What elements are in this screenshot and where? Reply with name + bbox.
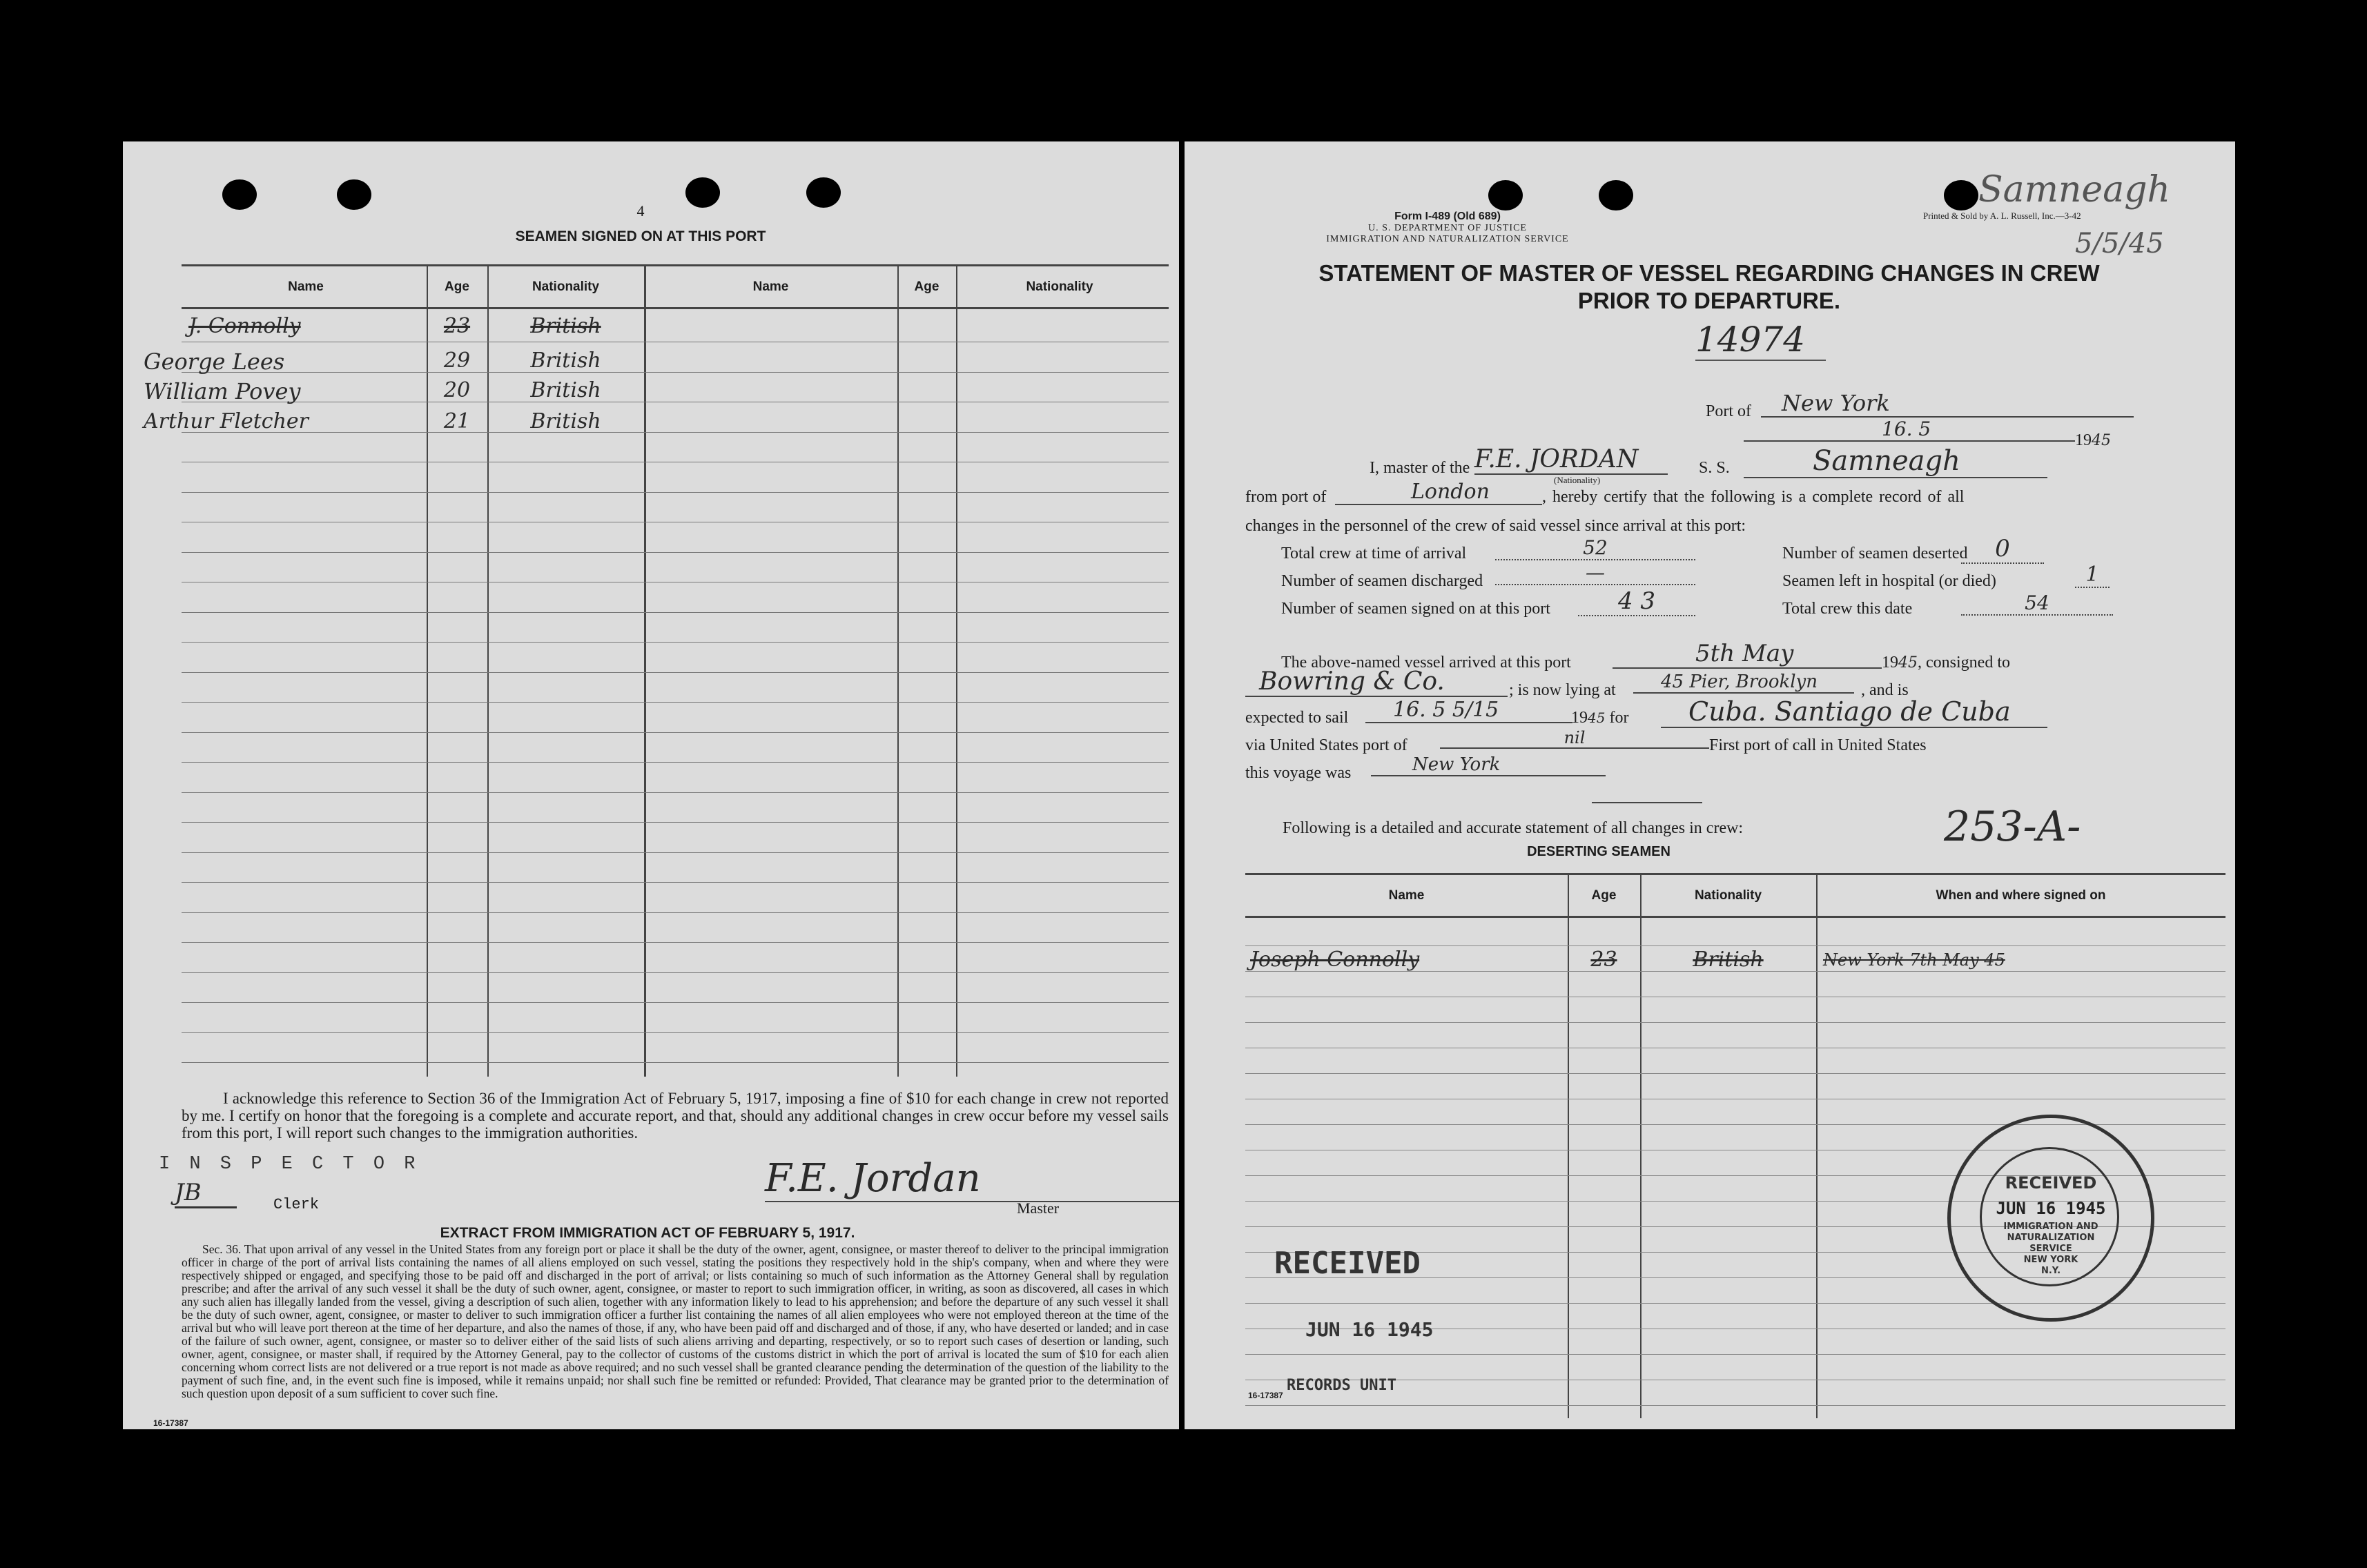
seaman-nationality: British [530, 314, 601, 338]
punch-hole [222, 179, 257, 210]
total-crew-label: Total crew this date [1782, 600, 1913, 618]
table-row-line [182, 642, 1169, 643]
inspector-stamp: I N S P E C T O R [159, 1154, 420, 1175]
deserter-when-where: New York 7th May 45 [1823, 950, 2005, 970]
corner-ship-name: Samneagh [1978, 169, 2170, 210]
punch-hole [806, 177, 841, 208]
certify-text-2: changes in the personnel of the crew of said vessel since arrival at this port: [1245, 517, 1746, 535]
master-name: F.E. JORDAN [1474, 445, 1668, 475]
discharged-label: Number of seamen discharged [1281, 572, 1483, 590]
table-row-line [1245, 1405, 2225, 1406]
table-row-line [182, 762, 1169, 763]
table-top-rule [182, 264, 1169, 266]
page-number: 4 [636, 202, 645, 219]
for-value: Cuba. Santiago de Cuba [1661, 696, 2047, 728]
master-signature: F.E. Jordan [765, 1156, 1179, 1202]
round-stamp-received: RECEIVED [2005, 1173, 2097, 1193]
deserting-header-name: Name [1388, 888, 1425, 903]
seaman-name: J. Connolly [188, 314, 301, 338]
table-row-line [182, 912, 1169, 913]
header-name: Name [288, 280, 324, 294]
table-row-line [182, 1002, 1169, 1003]
table-row-line [182, 492, 1169, 493]
seaman-age: 20 [443, 378, 471, 402]
table-row-line [1245, 1354, 2225, 1355]
date-value: 16. 5 [1744, 418, 2075, 442]
clerk-label: Clerk [273, 1196, 320, 1213]
table-row-line [182, 612, 1169, 613]
consigned-label: , consigned to [1918, 654, 2010, 672]
table-row-line [182, 552, 1169, 553]
clerk-initials: JB [175, 1179, 237, 1208]
received-date-stamp: JUN 16 1945 [1305, 1318, 1434, 1341]
seaman-age: 21 [443, 409, 471, 433]
extract-title: EXTRACT FROM IMMIGRATION ACT OF FEBRUARY 5, 1917. [440, 1225, 855, 1241]
table-row-line [182, 972, 1169, 973]
left-page [123, 141, 1179, 1429]
punch-hole [337, 179, 371, 210]
lying-value: 45 Pier, Brooklyn [1633, 672, 1854, 694]
deserting-header-when-where: When and where signed on [1936, 888, 2106, 903]
acknowledge-text: I acknowledge this reference to Section 36 of the Immigration Act of February 5, 1917, imposing a fine of $10 for each change in crew not reported by me. I certify on honor that the foregoing is a complete and accurate report, and that, should any additional changes in crew occur before my vessel sails from this port, I will report such changes to the immigration authorities. [182, 1090, 1169, 1141]
hospital-count: 1 [2075, 562, 2110, 588]
table-header-rule [182, 307, 1169, 309]
signed-on-label: Number of seamen signed on at this port [1281, 600, 1550, 618]
total-crew: 54 [1961, 591, 2113, 616]
code-253: 253-A- [1944, 803, 2081, 851]
seaman-name: William Povey [144, 378, 301, 404]
arrived-value: 5th May [1613, 640, 1882, 669]
round-stamp-line3: SERVICE [2029, 1244, 2072, 1254]
expected-label: expected to sail [1245, 709, 1349, 727]
table-row-line [182, 882, 1169, 883]
form-title-line2: PRIOR TO DEPARTURE. [1577, 288, 1841, 313]
seaman-age: 29 [443, 349, 471, 373]
records-unit-stamp: RECORDS UNIT [1287, 1377, 1396, 1394]
table-row-line [182, 792, 1169, 793]
master-intro: I, master of the [1370, 459, 1470, 477]
first-port-label: First port of call in United States [1709, 736, 1927, 754]
via-label: via United States port of [1245, 736, 1407, 754]
section-36-text: Sec. 36. That upon arrival of any vessel in the United States from any foreign port or place it shall be the duty of the owner, agent, consignee, or master thereof to deliver to the principal immigration officer in charge of the port of arrival lists containing the names of all aliens employed on such vessel, stating the positions they respectively hold in the ship's company, when and where they were respectively shipped or engaged, and specifying those to be paid off and discharged in the port of arrival; or lists containing so much of such information as the Attorney General shall by regulation prescribe; and after the arrival of any such vessel it shall be the duty of such owner, agent, consignee, or master to report to such immigration officer, in writing, as soon as discovered, all cases in which any such alien has illegally landed from the vessel, giving a description of such alien, together with any information likely to lead to his apprehension; and before the departure of any such vessel it shall be the duty of such owner, agent, consignee, or master to deliver to such immigration officer a further list containing the names of all alien employees who were not employed thereon at the time of the arrival but who will leave port thereon at the time of her departure, and also the names of those, if any, who have been paid off and discharged and of those, if any, who have deserted or landed; and in case of the failure of such owner, agent, consignee, or master so to deliver either of the said lists of such aliens arriving and departing, respectively, or so to report such cases of desertion or landing, such owner, agent, consignee, or master shall, if required by the Attorney General, pay to the collector of customs of the customs district in which the port of arrival is located the sum of $10 for each alien concerning whom correct lists are not delivered or a true report is not made as above required; and no such vessel shall be granted clearance pending the determination of the question of the liability to the payment of such fine, and, in the event such fine is imposed, while it remains unpaid; nor shall such fine be remitted or refunded: Provided, That clearance may be granted prior to the determination of such question upon deposit of a sum sufficient to cover such fine. [182, 1242, 1169, 1400]
deserting-header-age: Age [1591, 888, 1617, 903]
table-row-line [182, 852, 1169, 853]
voyage-label: this voyage was [1245, 764, 1352, 782]
form-number: Form I-489 (Old 689) [1394, 210, 1501, 222]
printer-note: Printed & Sold by A. L. Russell, Inc.—3-42 [1923, 210, 2081, 221]
master-label: Master [1017, 1199, 1060, 1217]
from-port-value: London [1335, 480, 1542, 505]
table-row-line [182, 702, 1169, 703]
nationality-label: (Nationality) [1554, 475, 1601, 485]
deserted-label: Number of seamen deserted [1782, 545, 1968, 562]
form-code: 16-17387 [1248, 1391, 1283, 1400]
right-page: Form I-489 (Old 689) U. S. DEPARTMENT OF JUSTICE IMMIGRATION AND NATURALIZATION SERVICE Printed & Sold by A. L. Russell, Inc.—3-42 Samneagh 5/5/45 STATEMENT OF MASTER OF VESSEL REGARDING CHANGES IN CREW PRIOR TO DEPARTURE. 14974 Port of New York 16. 5 1945 I, master of the F.E. JORDAN (Nationality) S. S. Samneagh from port of London , hereby certify that the following is a complete record of all changes in the personnel of the crew of said vessel since arrival at this port: Total crew at time of arrival 52 Number of seamen deserted 0 Number of seamen discharged — Seamen left in hospital (or died) 1 Number of seamen signed on at this port 4 3 Total crew this date 54 The above-named vessel arrived at this port 5th May 1945, consigned to Bowring & Co. ; is now lying at 45 Pier, Brooklyn , and is expected to sail 16. 5 5/15 1945 for Cuba. Santiago de Cuba via United States port of nil First port of call in United States this voyage was New York Following is a detailed and accurate statement of all changes in crew: 253-A- DESERTING SEAMEN Name Age Nationality When and where signed on Joseph Connolly 23 British New York 7th May 45 RECEIVED JUN 16 1945 RECORDS UNIT 16-17387 RECEIVED JUN 16 1945 IMMIGRATION AND NATURALIZATION SERVICE NEW YORK N.Y. [1185, 141, 2235, 1429]
header-nationality: Nationality [532, 280, 600, 294]
ship-name: Samneagh [1744, 445, 2047, 478]
table-row-line [1245, 945, 2225, 946]
lying-label: ; is now lying at [1509, 681, 1616, 699]
service: IMMIGRATION AND NATURALIZATION SERVICE [1326, 234, 1569, 244]
following-text: Following is a detailed and accurate statement of all changes in crew: [1283, 819, 1744, 837]
seaman-age: 23 [443, 314, 471, 338]
ss-label: S. S. [1699, 459, 1730, 477]
expected-value: 16. 5 5/15 [1365, 698, 1572, 723]
deserted-count: 0 [1961, 535, 2044, 564]
port-label: Port of [1706, 402, 1751, 420]
deserter-name: Joseph Connolly [1250, 948, 1420, 972]
signed-on-count: 4 3 [1578, 587, 1695, 616]
seaman-nationality: British [530, 409, 601, 433]
deserting-header-nationality: Nationality [1694, 888, 1762, 903]
file-number: 14974 [1695, 320, 1826, 361]
round-stamp-line1: IMMIGRATION AND [2003, 1222, 2098, 1232]
punch-hole [1599, 180, 1633, 210]
table-row-line [182, 822, 1169, 823]
round-received-stamp [1947, 1115, 2154, 1322]
year-prefix: 19 [2075, 431, 2092, 449]
port-value: New York [1761, 390, 2134, 418]
short-rule [1592, 802, 1702, 803]
table-row-line [182, 1032, 1169, 1033]
punch-hole [1944, 180, 1978, 210]
voyage-value: New York [1371, 754, 1606, 776]
round-stamp-line2: NATURALIZATION [2007, 1233, 2095, 1243]
form-title: STATEMENT OF MASTER OF VESSEL REGARDING CHANGES IN CREW [1318, 260, 2100, 286]
table-row-line [1245, 1022, 2225, 1023]
certify-text: , hereby certify that the following is a complete record of all [1542, 488, 1965, 506]
expected-year: 45 [1588, 709, 1606, 726]
department: U. S. DEPARTMENT OF JUSTICE [1368, 223, 1527, 233]
form-code: 16-17387 [153, 1418, 188, 1428]
seaman-name: George Lees [144, 349, 285, 375]
consignee: Bowring & Co. [1245, 667, 1508, 697]
header-age: Age [445, 280, 469, 294]
round-stamp-line4: NEW YORK [2023, 1255, 2078, 1265]
round-stamp-date: JUN 16 1945 [1996, 1199, 2106, 1218]
deserter-age: 23 [1590, 948, 1617, 972]
year-value: 45 [2092, 432, 2111, 449]
hospital-label: Seamen left in hospital (or died) [1782, 572, 1996, 590]
header-nationality: Nationality [1026, 280, 1093, 294]
and-is-label: , and is [1861, 681, 1909, 699]
deserting-title: DESERTING SEAMEN [1527, 844, 1670, 859]
via-value: nil [1440, 728, 1709, 749]
header-age: Age [914, 280, 939, 294]
table-row-line [182, 732, 1169, 733]
header-name: Name [752, 280, 789, 294]
total-crew-arrival-label: Total crew at time of arrival [1281, 545, 1467, 562]
deserter-nationality: British [1693, 948, 1764, 972]
section-title: SEAMEN SIGNED ON AT THIS PORT [515, 228, 766, 244]
arrived-label: The above-named vessel arrived at this port [1281, 654, 1571, 672]
punch-hole [685, 177, 720, 208]
punch-hole [1488, 180, 1523, 210]
total-crew-arrival: 52 [1495, 536, 1695, 560]
arrived-year: 45 [1898, 654, 1918, 672]
table-row-line [182, 672, 1169, 673]
discharged-count: — [1495, 561, 1695, 585]
corner-date: 5/5/45 [2075, 228, 2164, 259]
seaman-nationality: British [530, 349, 601, 373]
table-row-line [1245, 1073, 2225, 1074]
for-label: for [1609, 709, 1629, 727]
from-port-label: from port of [1245, 488, 1327, 506]
table-row-line [182, 942, 1169, 943]
seaman-nationality: British [530, 378, 601, 402]
seaman-name: Arthur Fletcher [144, 409, 309, 433]
table-row-line [182, 1062, 1169, 1063]
round-stamp-line5: N.Y. [2040, 1266, 2061, 1276]
received-stamp: RECEIVED [1274, 1246, 1421, 1281]
